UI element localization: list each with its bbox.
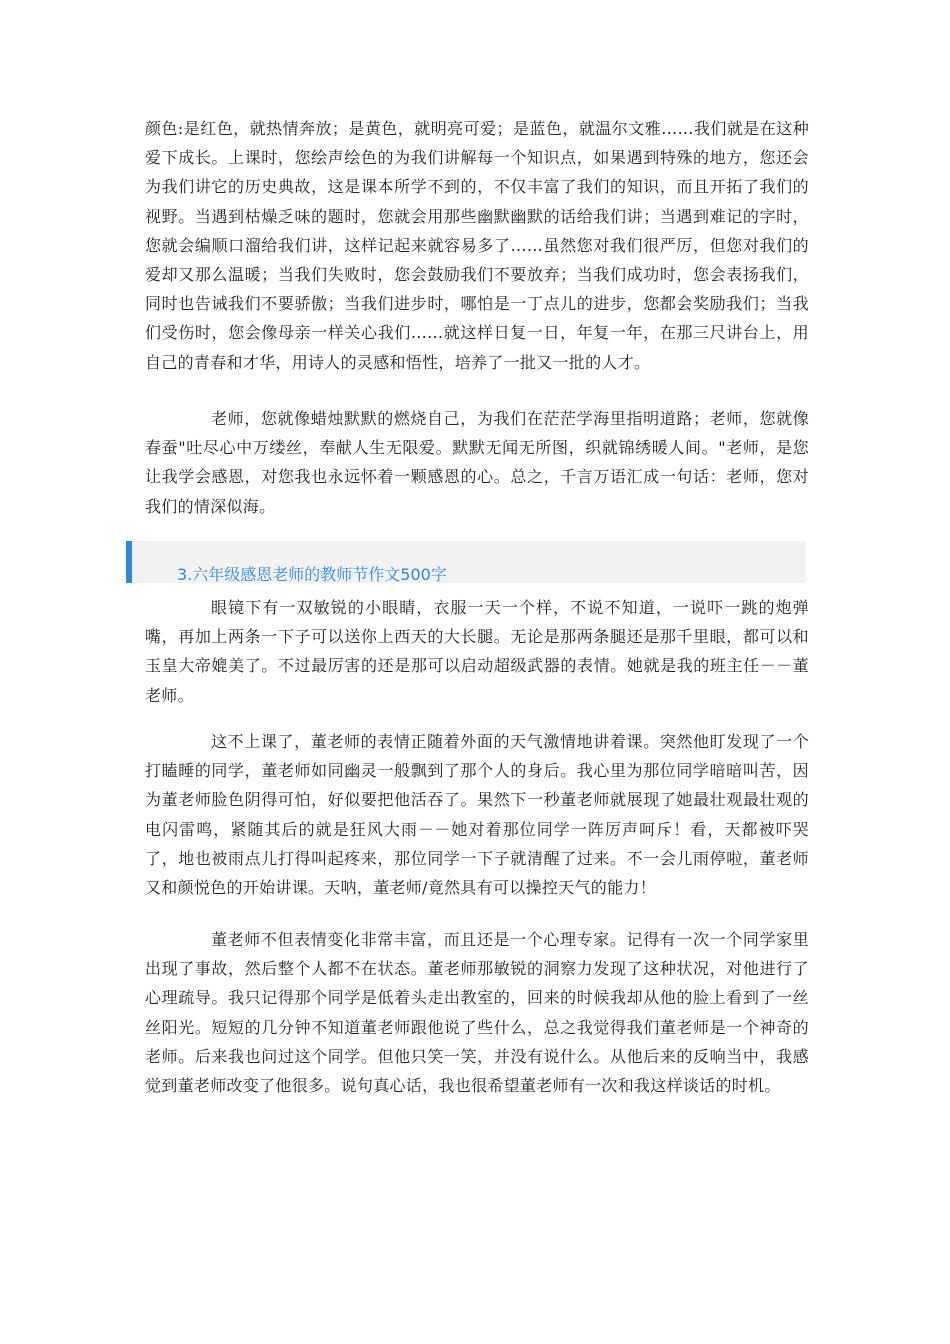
- paragraph-class-story: 这不上课了，董老师的表情正随着外面的天气激情地讲着课。突然他盯发现了一个打瞌睡的同学，董老师如同幽灵一般飘到了那个人的身后。我心里为那位同学暗暗叫苦，因为董老师脸色阴得可怕，好似要把他活吞了。果然下一秒董老师就展现了她最壮观最壮观的电闪雷鸣，紧随其后的就是狂风大雨－－她对着那位同学一阵厉声呵斥！看，天都被吓哭了，地也被雨点儿打得叫起疼来，那位同学一下子就清醒了过来。不一会儿雨停啦，董老师又和颜悦色的开始讲课。天呐，董老师/竟然具有可以操控天气的能力！: [145, 732, 809, 898]
- section-title: 3.六年级感恩老师的教师节作文500字: [177, 565, 447, 583]
- paragraph-teacher-description: 眼镜下有一双敏锐的小眼睛，衣服一天一个样，不说不知道，一说吓一跳的炮弹嘴，再加上两条一下子可以送你上西天的大长腿。无论是那两条腿还是那千里眼，都可以和玉皇大帝媲美了。不过最厉害的还是那可以启动超级武器的表情。她就是我的班主任－－董老师。: [145, 598, 809, 705]
- paragraph-teacher-love: 颜色:是红色，就热情奔放；是黄色，就明亮可爱；是蓝色，就温尔文雅……我们就是在这种爱下成长。上课时，您绘声绘色的为我们讲解每一个知识点，如果遇到特殊的地方，您还会为我们讲它的历史典故，这是课本所学不到的，不仅丰富了我们的知识，而且开拓了我们的视野。当遇到枯燥乏味的题时，您就会用那些幽默幽默的话给我们讲；当遇到难记的字时，您就会编顺口溜给我们讲，这样记起来就容易多了……虽然您对我们很严厉，但您对我们的爱却又那么温暖；当我们失败时，您会鼓励我们不要放弃；当我们成功时，您会表扬我们，同时也告诫我们不要骄傲；当我们进步时，哪怕是一丁点儿的进步，您都会奖励我们；当我们受伤时，您会像母亲一样关心我们……就这样日复一日，年复一年，在那三尺讲台上，用自己的青春和才华，用诗人的灵感和悟性，培养了一批又一批的人才。: [145, 119, 809, 372]
- paragraph-teacher-candle: 老师，您就像蜡烛默默的燃烧自己，为我们在茫茫学海里指明道路；老师，您就像春蚕"吐尽心中万缕丝，奉献人生无限爱。默默无闻无所图，织就锦绣暖人间。"老师，是您让我学会感恩，对您我也永远怀着一颗感恩的心。总之，千言万语汇成一句话：老师，您对我们的情深似海。: [145, 409, 809, 516]
- section-header: [126, 541, 806, 583]
- paragraph-psychology-expert: 董老师不但表情变化非常丰富，而且还是一个心理专家。记得有一次一个同学家里出现了事故，然后整个人都不在状态。董老师那敏锐的洞察力发现了这种状况，对他进行了心理疏导。我只记得那个同学是低着头走出教室的，回来的时候我却从他的脸上看到了一丝丝阳光。短短的几分钟不知道董老师跟他说了些什么，总之我觉得我们董老师是一个神奇的老师。后来我也问过这个同学。但他只笑一笑，并没有说什么。从他后来的反响当中，我感觉到董老师改变了他很多。说句真心话，我也很希望董老师有一次和我这样谈话的时机。: [145, 930, 809, 1096]
- section-accent-bar: [126, 541, 132, 583]
